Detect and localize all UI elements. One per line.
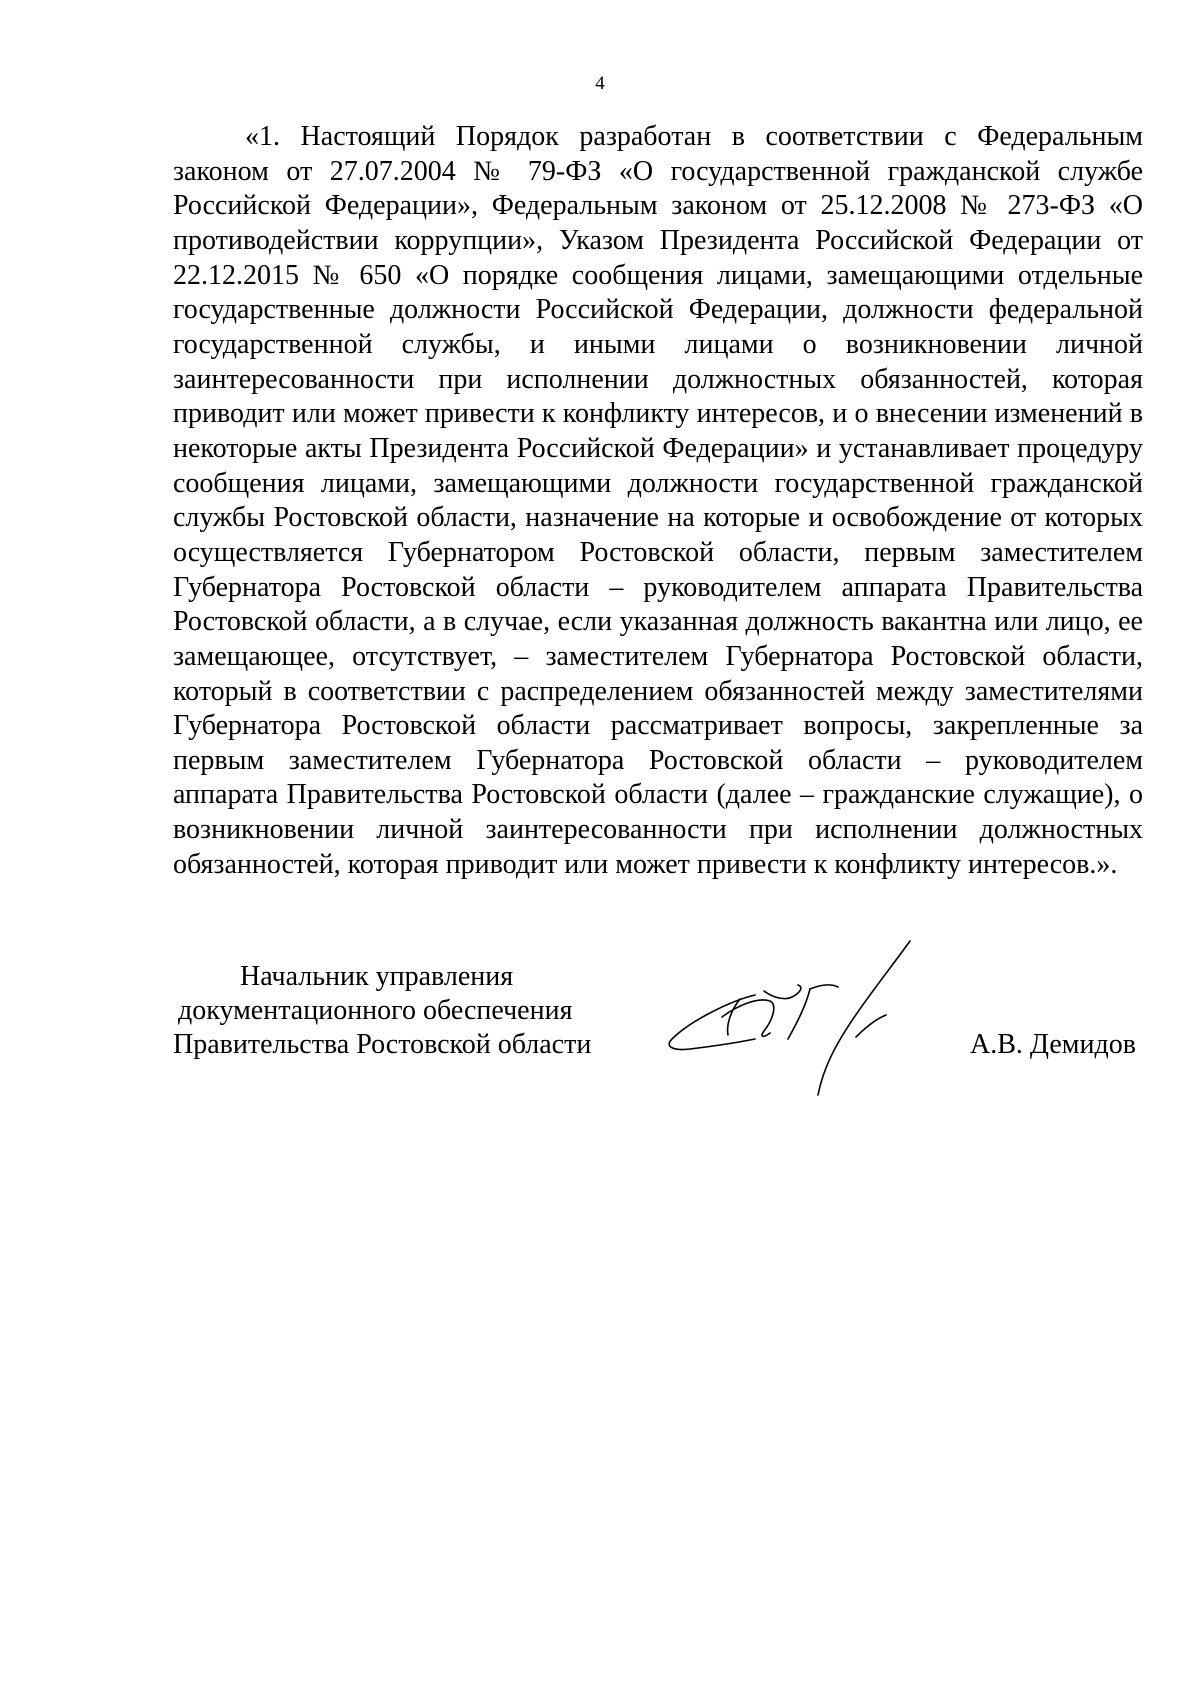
- signer-name: А.В. Демидов: [970, 1029, 1136, 1060]
- main-paragraph: «1. Настоящий Порядок разработан в соответствии с Федеральным законом от 27.07.2004 № 79-ФЗ «О государственной гражданской службе Российской Федерации», Федеральным законом от 25.12.2008 № 273-ФЗ «О противодействии коррупции», Указом Президента Российской Федерации от 22.12.2015 № 650 «О порядке сообщения лицами, замещающими отдельные государственные должности Российской Федерации, должности федеральной государственной службы, и иными лицами о возникновении личной заинтересованности при исполнении должностных обязанностей, которая приводит или может привести к конфликту интересов, и о внесении изменений в некоторые акты Президента Российской Федерации» и устанавливает процедуру сообщения лицами, замещающими должности государственной гражданской службы Ростовской области, назначение на которые и освобождение от которых осуществляется Губернатором Ростовской области, первым заместителем Губернатора Ростовской области – руководителем аппарата Правительства Ростовской области, а в случае, если указанная должность вакантна или лицо, ее замещающее, отсутствует, – заместителем Губернатора Ростовской области, который в соответствии с распределением обязанностей между заместителями Губернатора Ростовской области рассматривает вопросы, закрепленные за первым заместителем Губернатора Ростовской области – руководителем аппарата Правительства Ростовской области (далее – гражданские служащие), о возникновении личной заинтересованности при исполнении должностных обязанностей, которая приводит или может привести к конфликту интересов.».: [173, 121, 1143, 880]
- handwritten-signature: [660, 935, 950, 1110]
- position-line-2: документационного обеспечения: [178, 995, 573, 1026]
- page-number: 4: [595, 73, 605, 94]
- position-line-3: Правительства Ростовской области: [173, 1029, 592, 1060]
- signature-position-title: [173, 960, 613, 1062]
- position-line-1: Начальник управления: [240, 961, 514, 992]
